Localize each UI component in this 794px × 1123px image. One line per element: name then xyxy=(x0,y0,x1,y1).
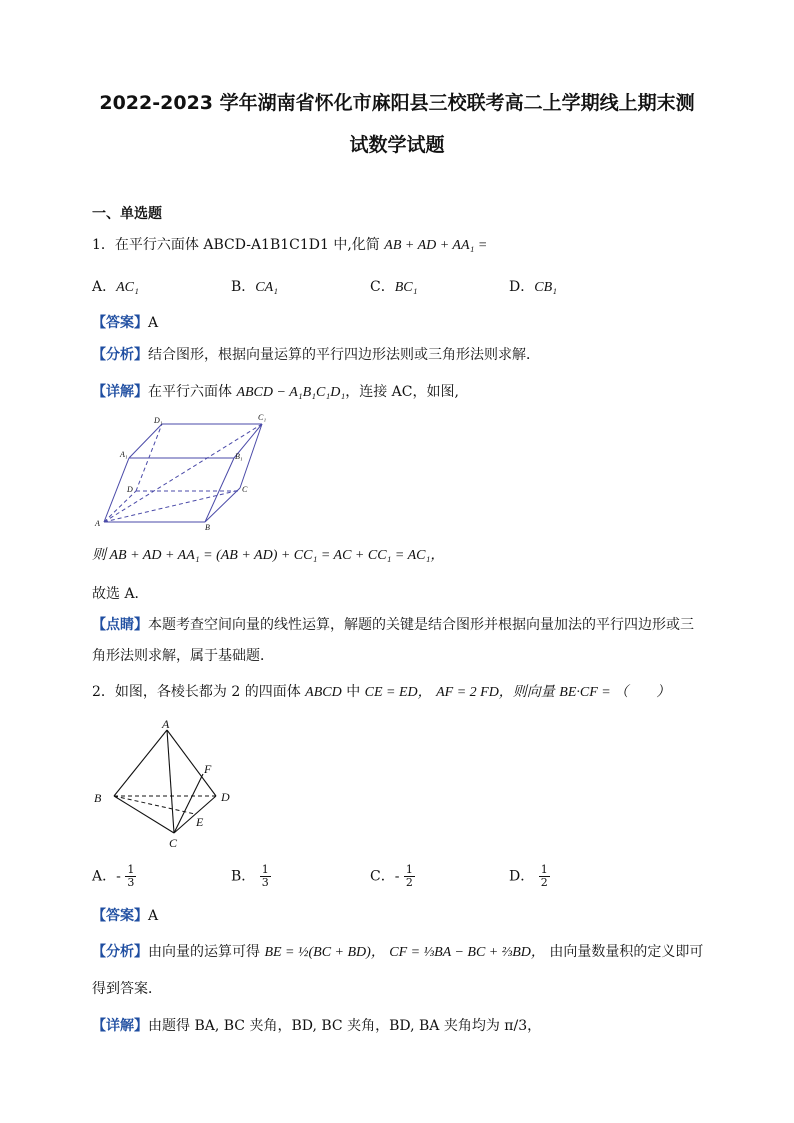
analysis-tag: 【分析】 xyxy=(92,944,148,960)
vertex-label: A xyxy=(95,519,100,528)
edge-cd xyxy=(174,796,216,833)
q2-option-sign: - xyxy=(394,868,400,885)
q2-detail-text: 由题得 BA, BC 夹角，BD, BC 夹角，BD, BA 夹角均为 π/3， xyxy=(148,1018,542,1034)
q2-option-sign: - xyxy=(116,868,121,885)
q1-derivation: 则 AB + AD + AA₁ = (AB + AD) + CC₁ = AC + CC₁ = AC₁， xyxy=(92,548,445,563)
diagonal-ac1 xyxy=(104,424,262,522)
q1-comment xyxy=(92,614,694,634)
segment-be xyxy=(114,796,195,814)
q2-stem-cond1: CE = ED， xyxy=(364,685,432,700)
detail-tag: 【详解】 xyxy=(92,384,148,400)
q2-detail xyxy=(92,1015,541,1035)
q1-detail-prefix: 在平行六面体 xyxy=(148,384,232,400)
vertex-label: C xyxy=(242,485,248,494)
q1-option-letter: D． xyxy=(509,279,535,295)
vertex-label: F xyxy=(204,762,212,776)
edge-ab xyxy=(114,730,167,796)
fraction: $\frac{1}{2}$ xyxy=(405,863,413,889)
q2-analysis-be: BE = ½(BC + BD)， xyxy=(264,945,385,960)
edge xyxy=(205,458,234,522)
edge xyxy=(205,488,240,522)
parallelepiped-figure xyxy=(94,412,274,534)
q2-stem-mid: 中 xyxy=(346,684,361,700)
document-title-line2: 试数学试题 xyxy=(349,134,445,156)
q2-analysis xyxy=(92,941,703,961)
vertex-label: B₁ xyxy=(235,452,243,461)
q2-option-c xyxy=(370,864,415,889)
q1-detail-suffix: ，连接 AC，如图, xyxy=(345,384,459,400)
q2-option-b xyxy=(231,864,271,889)
q1-option-text: BC₁ xyxy=(394,280,418,295)
comment-tag: 【点睛】 xyxy=(92,617,148,633)
fraction: $\frac{1}{3}$ xyxy=(261,863,269,889)
vertex-label: D₁ xyxy=(154,416,163,425)
q1-option-a xyxy=(92,276,139,296)
q1-detail-solid: ABCD − A₁B₁C₁D₁ xyxy=(236,385,346,400)
vertex-label: C xyxy=(169,836,178,850)
q1-option-letter: B． xyxy=(231,279,256,295)
hidden-edge xyxy=(104,491,136,522)
q2-option-letter: A． xyxy=(92,868,117,885)
q1-analysis-text: 结合图形，根据向量运算的平行四边形法则或三角形法则求解． xyxy=(148,347,540,363)
q2-stem-prefix: 2．如图，各棱长都为 2 的四面体 xyxy=(92,684,301,700)
edge xyxy=(240,424,262,488)
vertex-label: B xyxy=(205,523,210,532)
diagonal-ac xyxy=(104,490,240,522)
vertex-label: A xyxy=(162,717,170,731)
edge xyxy=(104,458,129,522)
q1-comment-line1: 本题考查空间向量的线性运算，解题的关键是结合图形并根据向量加法的平行四边形或三 xyxy=(148,617,694,633)
q1-option-letter: A． xyxy=(92,279,117,295)
section-heading: 一、单选题 xyxy=(92,206,162,222)
q1-option-b xyxy=(231,276,278,296)
q2-analysis-cf: CF = ⅓BA − BC + ⅔BD， xyxy=(389,945,545,960)
q2-option-a xyxy=(92,864,136,889)
q1-option-letter: C． xyxy=(370,279,395,295)
q2-option-letter: D． xyxy=(509,868,535,885)
q2-stem-target: BE·CF = （ ） xyxy=(559,685,671,700)
q1-option-text: CA₁ xyxy=(255,280,279,295)
tetrahedron-figure xyxy=(92,716,242,850)
q2-option-letter: C． xyxy=(370,868,395,885)
q2-stem xyxy=(92,681,670,701)
vertex-label: E xyxy=(196,815,204,829)
q2-answer-value: A xyxy=(148,908,159,924)
fraction: $\frac{1}{2}$ xyxy=(540,863,548,889)
q2-analysis-suffix: 由向量数量积的定义即可 xyxy=(549,944,704,960)
vertex-label: D xyxy=(221,790,230,804)
q2-analysis-prefix: 由向量的运算可得 xyxy=(148,944,260,960)
answer-tag: 【答案】 xyxy=(92,908,148,924)
q1-option-text: AC₁ xyxy=(116,280,139,295)
q2-answer xyxy=(92,905,158,925)
fraction: $\frac{1}{3}$ xyxy=(127,863,135,889)
answer-tag: 【答案】 xyxy=(92,315,148,331)
q1-option-c xyxy=(370,276,417,296)
q2-option-d xyxy=(509,864,550,889)
q1-answer xyxy=(92,312,158,332)
q2-stem-solid: ABCD xyxy=(305,685,342,700)
q1-stem xyxy=(92,234,487,254)
vertex-label: C₁ xyxy=(258,413,267,422)
q1-choose: 故选 A． xyxy=(92,586,149,602)
vertex-label: B xyxy=(94,791,102,805)
q1-option-d xyxy=(509,276,557,296)
q1-analysis xyxy=(92,344,540,364)
vertex-label: D xyxy=(127,485,133,494)
q2-option-letter: B． xyxy=(231,868,256,885)
q1-detail xyxy=(92,381,459,401)
q1-comment-line2: 角形法则求解，属于基础题． xyxy=(92,648,274,664)
detail-tag: 【详解】 xyxy=(92,1018,148,1034)
analysis-tag: 【分析】 xyxy=(92,347,148,363)
edge-bc xyxy=(114,796,174,833)
edge-ac xyxy=(167,730,174,833)
q1-stem-expr: AB + AD + AA₁ = xyxy=(384,238,488,253)
edge xyxy=(129,424,162,458)
q1-stem-prefix: 1．在平行六面体 ABCD-A1B1C1D1 中,化简 xyxy=(92,237,380,253)
q1-answer-value: A xyxy=(148,315,159,331)
q1-option-text: CB₁ xyxy=(534,280,557,295)
q2-analysis-line2: 得到答案． xyxy=(92,981,162,997)
vertex-label: A₁ xyxy=(120,450,128,459)
q2-stem-cond2: AF = 2 FD，则向量 xyxy=(436,685,555,700)
document-title-line1: 2022-2023 学年湖南省怀化市麻阳县三校联考高二上学期线上期末测 xyxy=(99,92,695,114)
